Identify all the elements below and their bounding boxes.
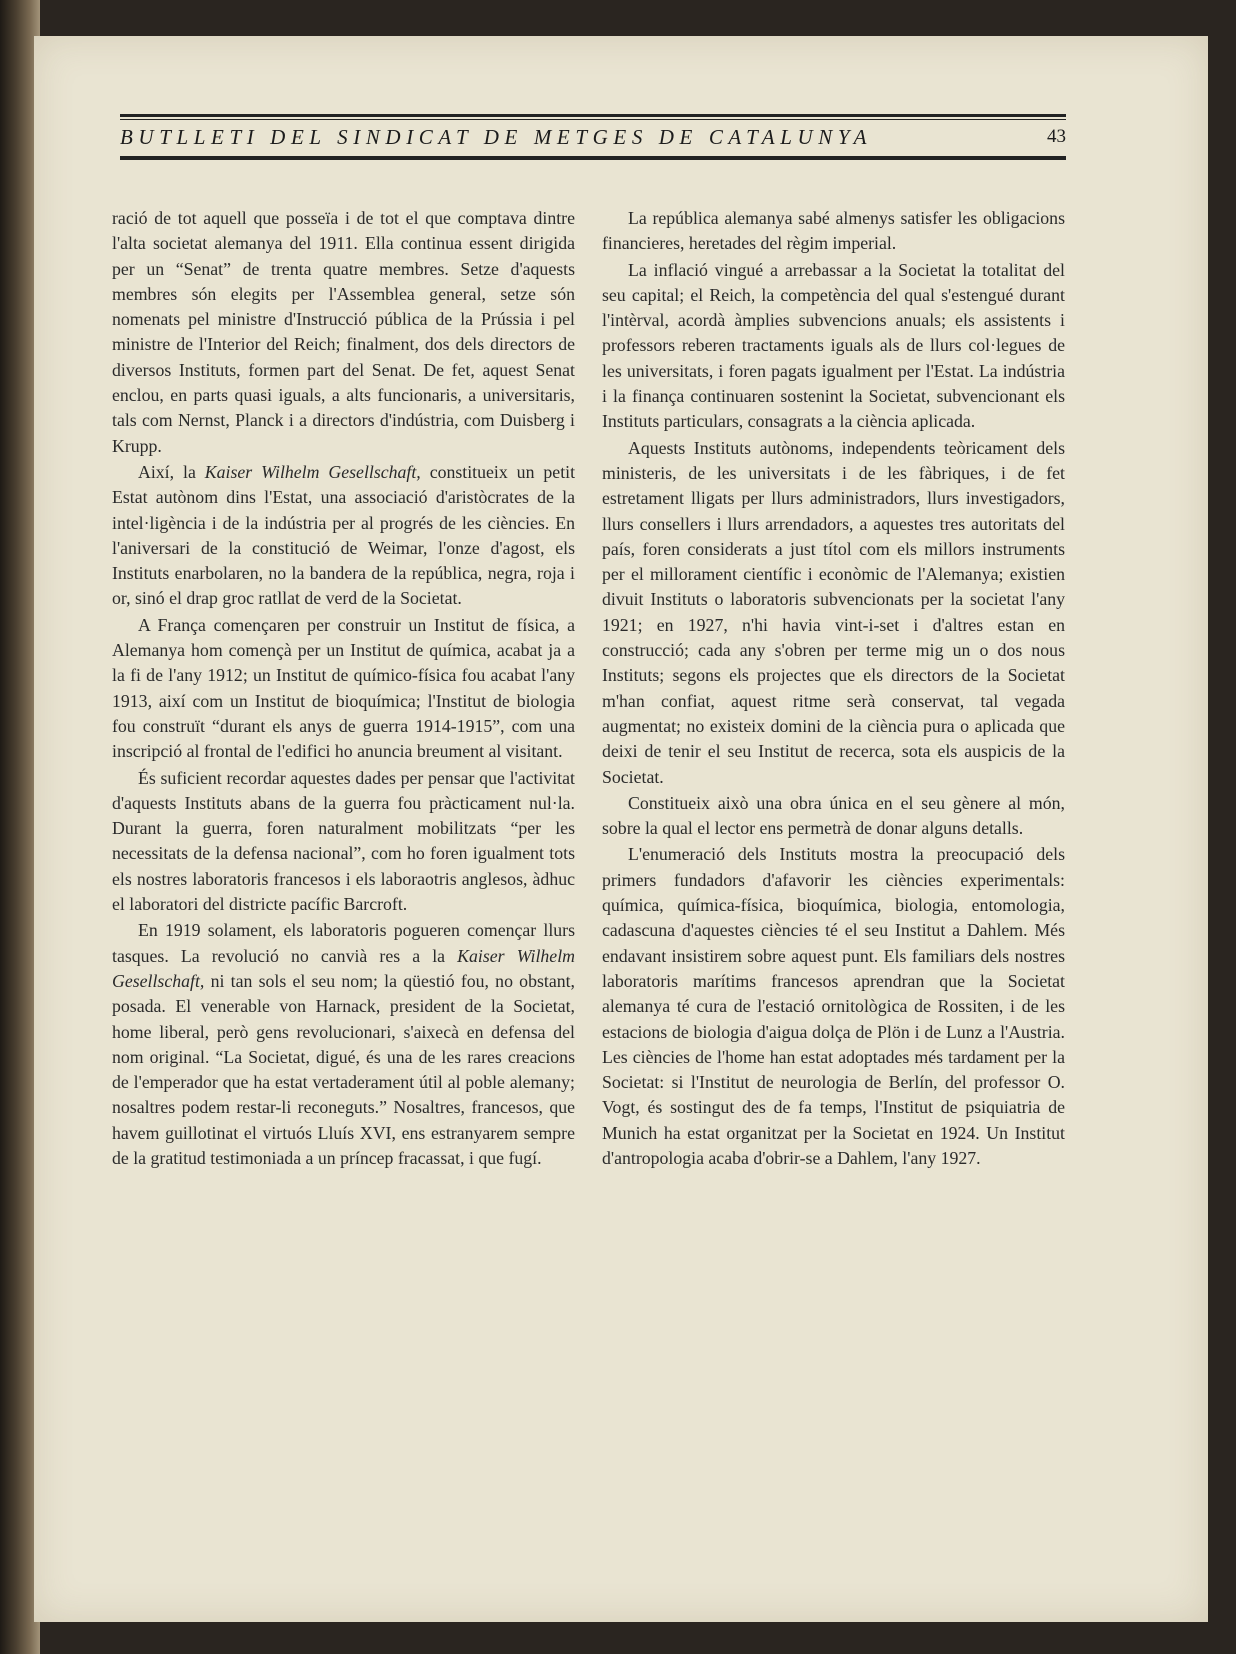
paragraph: A França començaren per construir un Institut de física, a Alemanya hom començà per un Institut de química, acabat ja a la fi de l'any 1912; un Institut de químico-física fou acabat l'any 1913, així com un Institut de bioquímica; l'Institut de biologia fou construït “durant els anys de guerra 1914-1915”, com una inscripció al frontal de l'edifici ho anuncia breument al visitant. <box>112 614 575 762</box>
paragraph <box>112 460 575 612</box>
text-run: ni tan sols el seu nom; la qüestió fou, no obstant, posada. El venerable von Harnack, president de la Societat, home liberal, però gens revolucionari, s'aixecà en defensa del nom original. “La Societat, digué, és una de les rares creacions de l'emperador que ha estat vertaderament útil al poble alemany; nosaltres podem restar-li reconeguts.” Nosaltres, francesos, que havem guillotinat el virtuós Lluís XVI, ens estranyarem sempre de la gratitud testimoniada a un príncep fracassat, i que fugí. <box>112 970 575 1168</box>
header-rule-top <box>120 114 1066 117</box>
right-column <box>602 206 1065 1171</box>
paragraph: La república alemanya sabé almenys satisfer les obligacions financieres, heretades del règim imperial. <box>602 208 1065 254</box>
italic-title: Kaiser Wilhelm Gesellschaft, <box>204 461 421 482</box>
book-page <box>34 36 1208 1622</box>
paragraph: L'enumeració dels Instituts mostra la preocupació dels primers fundadors d'afavorir les ciències experimentals: química, química-física, bioquímica, biologia, entomologia, cadascuna d'aquestes ciències té el seu Institut a Dahlem. Més endavant insistirem sobre aquest punt. Els familiars dels nostres laboratoris marítims francesos aprendran que la Societat alemanya té cura de l'estació ornitològica de Rossiten, i de les estacions de biologia d'aigua dolça de Plön i de Lunz a l'Austria. Les ciències de l'home han estat adoptades més tardament per la Societat: si l'Institut de neurologia de Berlín, del professor O. Vogt, és sostingut des de fa temps, l'Institut de psiquiatria de Munich ha estat organitzat per la Societat en 1924. Un Institut d'antropologia acaba d'obrir-se a Dahlem, l'any 1927. <box>602 844 1065 1168</box>
page-header <box>120 114 1066 160</box>
paragraph: És suficient recordar aquestes dades per pensar que l'activitat d'aquests Instituts abans de la guerra fou pràcticament nul·la. Durant la guerra, foren naturalment mobilitzats “per les necessitats de la defensa nacional”, com ho foren igualment tots els nostres laboratoris francesos i els laboraotris anglesos, àdhuc el laboratori del districte pacífic Barcroft. <box>112 767 575 915</box>
page-number: 43 <box>1047 126 1066 147</box>
paragraph: ració de tot aquell que posseïa i de tot el que comptava dintre l'alta societat alemanya del 1911. Ella continua essent dirigida per un “Senat” de trenta quatre membres. Setze d'aquests membres són elegits per l'Assemblea general, setze són nomenats pel ministre d'Instrucció pública de la Prússia i pel ministre de l'Interior del Reich; finalment, dos dels directors de diversos Instituts, formen part del Senat. De fet, aquest Senat enclou, en parts quasi iguals, a alts funcionaris, a universitaris, tals com Nernst, Planck i a directors d'indústria, com Duisberg i Krupp. <box>112 208 575 456</box>
paragraph: Aquests Instituts autònoms, independents teòricament dels ministeris, de les universitats i de les fàbriques, i de fet estretament lligats per llurs administradors, llurs investigadors, llurs consellers i llurs arrendadors, a aquestes tres autoritats del país, foren considerats a just títol com els millors instruments per el millorament científic i econòmic de l'Alemanya; existien divuit Instituts o laboratoris subvencionats per la societat l'any 1921; en 1927, n'hi havia vint-i-set i d'altres estan en construcció; cada any s'obren per terme mig un o dos nous Instituts; segons els projectes que els directors de la Societat m'han confiat, aquest ritme serà conservat, tal vegada augmentat; no existeix domini de la ciència pura o aplicada que deixi de tenir el seu Institut de recerca, sota els auspicis de la Societat. <box>602 437 1065 787</box>
text-run: En 1919 solament, els laboratoris pogueren començar llurs tasques. La revolució no canvià res a la <box>112 920 575 966</box>
paragraph: Constitueix això una obra única en el seu gènere al món, sobre la qual el lector ens permetrà de donar alguns detalls. <box>602 792 1065 839</box>
text-run: constitueix un petit Estat autònom dins l'Estat, una associació d'aristòcrates de la intel·ligència i de la indústria per al progrés de les ciències. En l'aniversari de la constitució de Weimar, l'onze d'agost, els Instituts enarbolaren, no la bandera de la república, negra, roja i or, sinó el drap groc ratllat de verd de la Societat. <box>112 461 576 609</box>
italic-title: Kaiser Wilhelm Gesellschaft, <box>112 945 575 991</box>
text-run: Així, la <box>138 461 205 482</box>
paragraph <box>112 918 575 1171</box>
header-rule-bottom <box>120 157 1066 160</box>
running-title: BUTLLETI DEL SINDICAT DE METGES DE CATALUNYA <box>120 124 873 149</box>
left-column <box>112 206 575 1171</box>
paragraph: La inflació vingué a arrebassar a la Societat la totalitat del seu capital; el Reich, la competència del qual s'estengué durant l'intèrval, acordà àmplies subvencions anuals; els assistents i professors reberen tractaments iguals als de llurs col·legues de les universitats, i foren pagats igualment per l'Estat. La indústria i la finança continuaren sostenint la Societat, subvencionant els Instituts particulars, consagrats a la ciència aplicada. <box>602 259 1065 432</box>
header-row <box>120 120 1066 154</box>
